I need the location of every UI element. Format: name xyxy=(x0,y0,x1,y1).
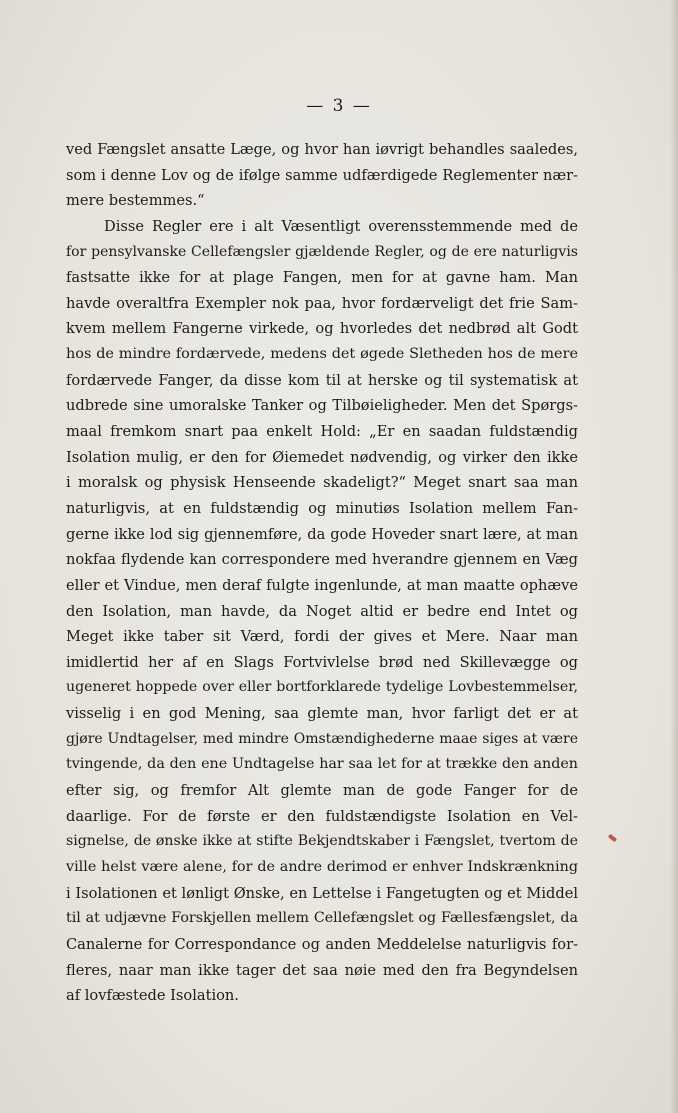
text-line: hos de mindre fordærvede, medens det øgede Sletheden hos de mere xyxy=(66,346,578,363)
text-line: Canalerne for Correspondance og anden Meddelelse naturligvis for- xyxy=(66,935,578,953)
text-line: havde overaltfra Exempler nok paa, hvor fordærveligt det frie Sam- xyxy=(66,294,578,312)
text-line: gerne ikke lod sig gjennemføre, da gode Hoveder snart lære, at man xyxy=(66,525,578,543)
text-line: for pensylvanske Cellefængsler gjældende Regler, og de ere naturligvis xyxy=(66,243,578,260)
text-line: ved Fængslet ansatte Læge, og hvor han iøvrigt behandles saaledes, xyxy=(66,141,578,158)
text-line: som i denne Lov og de ifølge samme udfærdigede Reglementer nær- xyxy=(66,166,578,184)
text-line: daarlige. For de første er den fuldstændigste Isolation en Vel- xyxy=(66,807,578,825)
text-line: ville helst være alene, for de andre derimod er enhver Indskrænkning xyxy=(66,858,578,875)
text-line: mere bestemmes.“ xyxy=(66,192,205,210)
text-line: i Isolationen et lønligt Ønske, en Lettelse i Fangetugten og et Middel xyxy=(66,884,578,902)
text-line: efter sig, og fremfor Alt glemte man de gode Fanger for de xyxy=(66,782,578,800)
text-line: Isolation mulig, er den for Øiemedet nødvendig, og virker den ikke xyxy=(66,448,578,466)
text-line: i moralsk og physisk Henseende skadeligt?“ Meget snart saa man xyxy=(66,474,578,492)
page-edge-shadow xyxy=(670,0,678,1113)
text-line: naturligvis, at en fuldstændig og minutiøs Isolation mellem Fan- xyxy=(66,499,578,517)
text-line: den Isolation, man havde, da Noget altid er bedre end Intet og xyxy=(66,602,578,620)
text-line: udbrede sine umoralske Tanker og Tilbøieligheder. Men det Spørgs- xyxy=(66,397,578,415)
text-line: til at udjævne Forskjellen mellem Cellefængslet og Fællesfængslet, da xyxy=(66,910,578,927)
text-line: maal fremkom snart paa enkelt Hold: „Er en saadan fuldstændig xyxy=(66,423,578,441)
text-line: fordærvede Fanger, da disse kom til at herske og til systematisk at xyxy=(66,371,578,389)
text-line: eller et Vindue, men deraf fulgte ingenlunde, at man maatte ophæve xyxy=(66,576,578,594)
text-line: nokfaa flydende kan correspondere med hverandre gjennem en Væg xyxy=(66,551,578,569)
text-line: ugeneret hoppede over eller bortforklarede tydelige Lovbestemmelser, xyxy=(66,679,578,696)
text-line: tvingende, da den ene Undtagelse har saa let for at trække den anden xyxy=(66,756,578,773)
text-line: Meget ikke taber sit Værd, fordi der gives et Mere. Naar man xyxy=(66,628,578,646)
text-line: signelse, de ønske ikke at stifte Bekjendtskaber i Fængslet, tvertom de xyxy=(66,833,578,850)
ink-mark xyxy=(608,834,618,843)
text-line: visselig i en god Mening, saa glemte man, hvor farligt det er at xyxy=(66,705,578,723)
body-text xyxy=(66,137,578,1009)
text-line: kvem mellem Fangerne virkede, og hvorledes det nedbrød alt Godt xyxy=(66,320,578,338)
text-line: gjøre Undtagelser, med mindre Omstændighederne maae siges at være xyxy=(66,730,578,747)
text-line: imidlertid her af en Slags Fortvivlelse brød ned Skillevægge og xyxy=(66,653,578,671)
text-line: fastsatte ikke for at plage Fangen, men for at gavne ham. Man xyxy=(66,269,578,287)
text-line: fleres, naar man ikke tager det saa nøie med den fra Begyndelsen xyxy=(66,961,578,979)
text-line: Disse Regler ere i alt Væsentligt overensstemmende med de xyxy=(104,217,578,235)
text-line: af lovfæstede Isolation. xyxy=(66,987,239,1005)
page-number: — 3 — xyxy=(306,96,372,116)
